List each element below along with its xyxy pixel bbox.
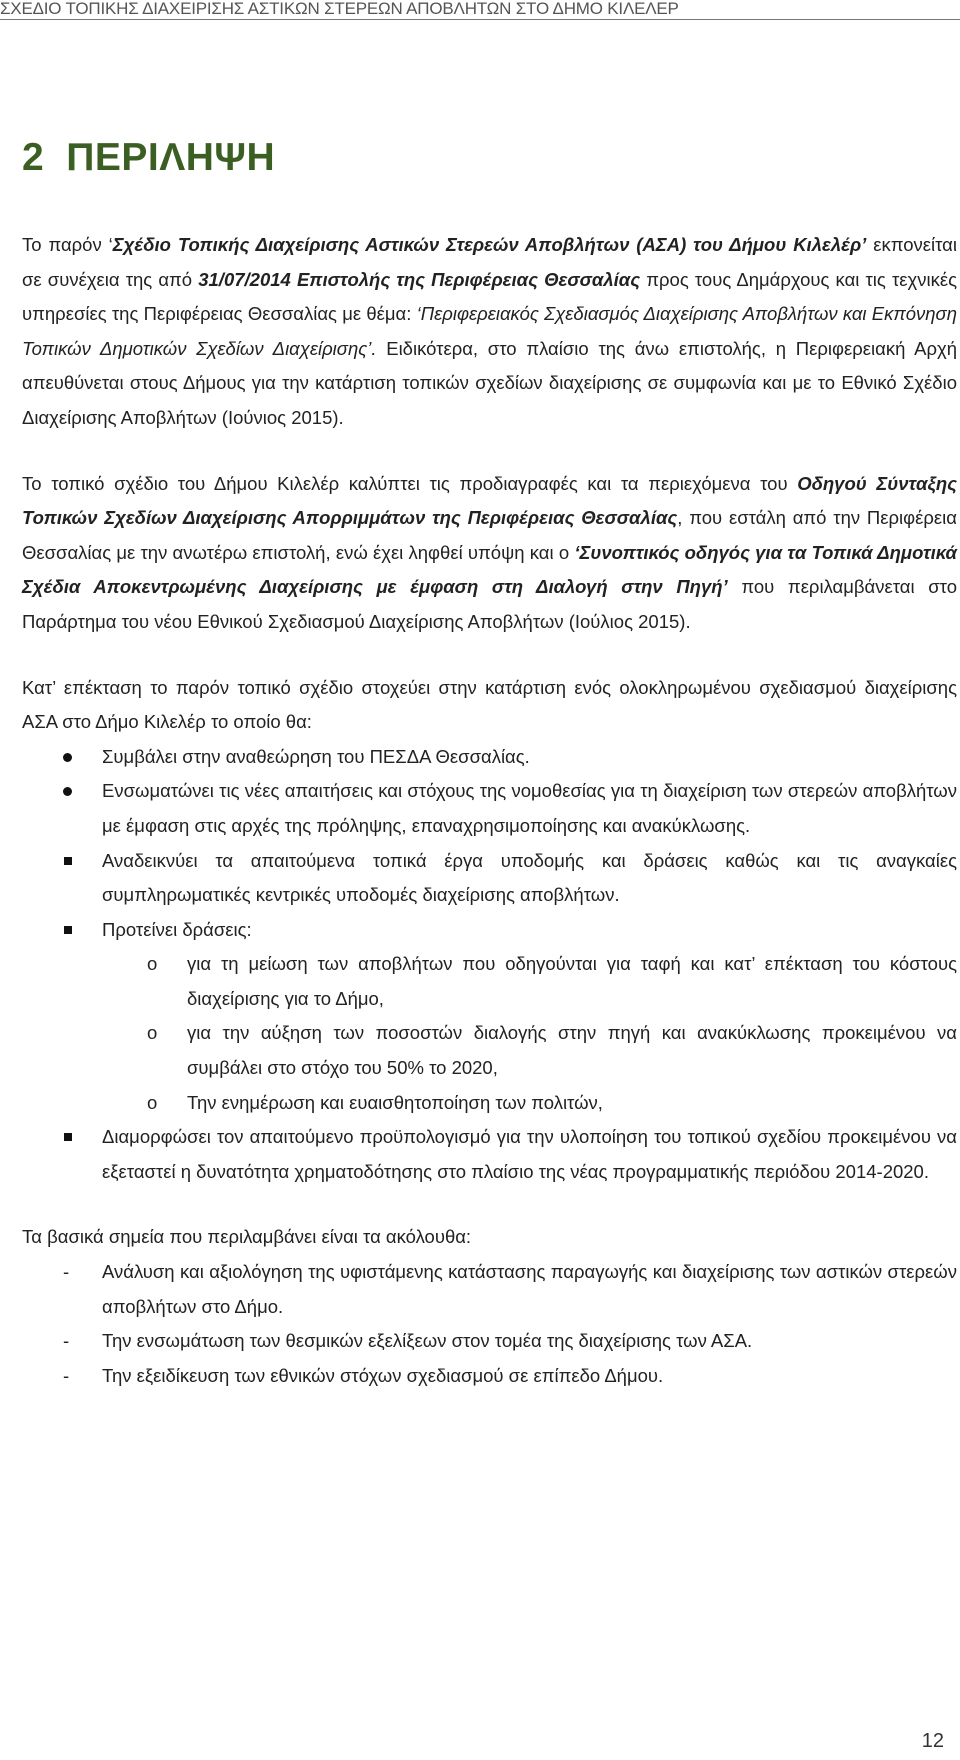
list-item xyxy=(22,1359,957,1394)
sub-list-item xyxy=(22,947,957,1016)
text-run: , που εστάλη από την Περιφέρεια Θεσσαλίας με την ανωτέρω επιστολή, ενώ έχει ληφθεί υπόψη και ο xyxy=(22,507,957,563)
list-item-text: Προτείνει δράσεις: xyxy=(102,918,252,940)
paragraph-intro xyxy=(22,228,957,436)
text-run: Ειδικότερα, στο πλαίσιο της άνω επιστολής, η Περιφερειακή Αρχή απευθύνεται στους Δήμους για την κατάρτιση τοπικών σχεδίων διαχείρισης σε συμφωνία και με το Εθνικό Σχέδιο Διαχείρισης Αποβλήτων (Ιούνιος 2015). xyxy=(22,337,957,428)
list-item-text: για τη μείωση των αποβλήτων που οδηγούνται για ταφή και κατ’ επέκταση του κόστους διαχείρισης για το Δήμο, xyxy=(187,953,957,1009)
text-run: προς τους Δημάρχους και τις τεχνικές υπηρεσίες της Περιφέρειας Θεσσαλίας με θέμα: xyxy=(22,268,958,325)
list-item xyxy=(22,1255,957,1324)
list-item-text: Ανάλυση και αξιολόγηση της υφιστάμενης κατάστασης παραγωγής και διαχείρισης των αστικών στερεών αποβλήτων στο Δήμο. xyxy=(102,1261,957,1317)
list-item-text: Την εξειδίκευση των εθνικών στόχων σχεδιασμού σε επίπεδο Δήμου. xyxy=(102,1364,664,1386)
dash-marker: - xyxy=(63,1261,70,1283)
list-item-text: Την ενσωμάτωση των θεσμικών εξελίξεων στον τομέα της διαχείρισης των ΑΣΑ. xyxy=(102,1330,753,1352)
sub-list-item xyxy=(22,1086,957,1121)
running-header: ΣΧΕΔΙΟ ΤΟΠΙΚΗΣ ΔΙΑΧΕΙΡΙΣΗΣ ΑΣΤΙΚΩΝ ΣΤΕΡΕΩΝ ΑΠΟΒΛΗΤΩΝ ΣΤΟ ΔΗΜΟ ΚΙΛΕΛΕΡ xyxy=(0,0,679,18)
key-points-list xyxy=(22,1255,957,1393)
section-heading xyxy=(22,136,275,180)
section-number: 2 xyxy=(22,136,45,179)
list-item-text: Ενσωματώνει τις νέες απαιτήσεις και στόχους της νομοθεσίας για τη διαχείριση των στερεών αποβλήτων με έμφαση στις αρχές της πρόληψης, επαναχρησιμοποίησης και ανακύκλωσης. xyxy=(102,780,957,836)
summary-guide-emphasis: ‘Συνοπτικός οδηγός για τα Τοπικά Δημοτικά Σχέδια Αποκεντρωμένης Διαχείρισης με έμφαση στη Διαλογή στην Πηγή’ xyxy=(22,541,957,598)
paragraph-key-points: Τα βασικά σημεία που περιλαμβάνει είναι τα ακόλουθα: xyxy=(22,1226,472,1248)
objectives-list xyxy=(22,740,957,1190)
letter-reference-emphasis: 31/07/2014 Επιστολής της Περιφέρειας Θεσσαλίας xyxy=(198,268,641,290)
letter-subject-italic: ‘Περιφερειακός Σχεδιασμός Διαχείρισης Αποβλήτων και Εκπόνηση Τοπικών Δημοτικών Σχεδίων Διαχείρισης’. xyxy=(22,303,957,359)
document-body xyxy=(22,228,957,1393)
list-item xyxy=(22,913,957,948)
text-run: που περιλαμβάνεται στο Παράρτημα του νέου Εθνικού Σχεδιασμού Διαχείρισης Αποβλήτων (Ιούλιος 2015). xyxy=(22,576,957,632)
plan-title-emphasis: Σχέδιο Τοπικής Διαχείρισης Αστικών Στερεών Αποβλήτων (ΑΣΑ) του Δήμου Κιλελέρ’ xyxy=(112,234,867,255)
paragraph-guide xyxy=(22,467,957,640)
list-item xyxy=(22,1324,957,1359)
bullet-circle-marker: o xyxy=(147,1022,158,1044)
list-item xyxy=(22,740,957,775)
paragraph-objectives: Κατ’ επέκταση το παρόν τοπικό σχέδιο στοχεύει στην κατάρτιση ενός ολοκληρωμένου σχεδιασμού διαχείρισης ΑΣΑ στο Δήμο Κιλελέρ το οποίο θα: xyxy=(22,676,957,733)
dash-marker: - xyxy=(63,1364,70,1386)
list-item-text: για την αύξηση των ποσοστών διαλογής στην πηγή και ανακύκλωσης προκειμένου να συμβάλει στο στόχο του 50% το 2020, xyxy=(187,1022,957,1079)
text-run: Το τοπικό σχέδιο του Δήμου Κιλελέρ καλύπτει τις προδιαγραφές και τα περιεχόμενα του xyxy=(22,472,798,494)
list-item-text: Διαμορφώσει τον απαιτούμενο προϋπολογισμό για την υλοποίηση του τοπικού σχεδίου προκειμένου να εξεταστεί η δυνατότητα χρηματοδότησης στο πλαίσιο της νέας προγραμματικής περιόδου 2014-2020. xyxy=(102,1126,957,1182)
list-item-text: Την ενημέρωση και ευαισθητοποίηση των πολιτών, xyxy=(187,1091,603,1113)
list-item xyxy=(22,844,957,913)
bullet-circle-marker: o xyxy=(147,953,158,975)
list-item xyxy=(22,1120,957,1189)
text-run: Το παρόν ‘ xyxy=(22,234,113,255)
guide-title-emphasis: Οδηγού Σύνταξης Τοπικών Σχεδίων Διαχείρισης Απορριμμάτων της Περιφέρειας Θεσσαλίας xyxy=(22,472,957,529)
section-title: ΠΕΡΙΛΗΨΗ xyxy=(66,136,276,179)
header-rule xyxy=(0,19,960,20)
list-item xyxy=(22,774,957,843)
page-number: 12 xyxy=(921,1730,944,1752)
bullet-circle-marker: o xyxy=(147,1091,158,1113)
list-item-text: Αναδεικνύει τα απαιτούμενα τοπικά έργα υποδομής και δράσεις καθώς και τις αναγκαίες συμπληρωματικές κεντρικές υποδομές διαχείρισης αποβλήτων. xyxy=(102,849,957,906)
list-item-text: Συμβάλει στην αναθεώρηση του ΠΕΣΔΑ Θεσσαλίας. xyxy=(102,745,530,767)
text-run: εκπονείται σε συνέχεια της από xyxy=(22,234,957,290)
dash-marker: - xyxy=(63,1330,70,1352)
sub-list-item xyxy=(22,1016,957,1085)
